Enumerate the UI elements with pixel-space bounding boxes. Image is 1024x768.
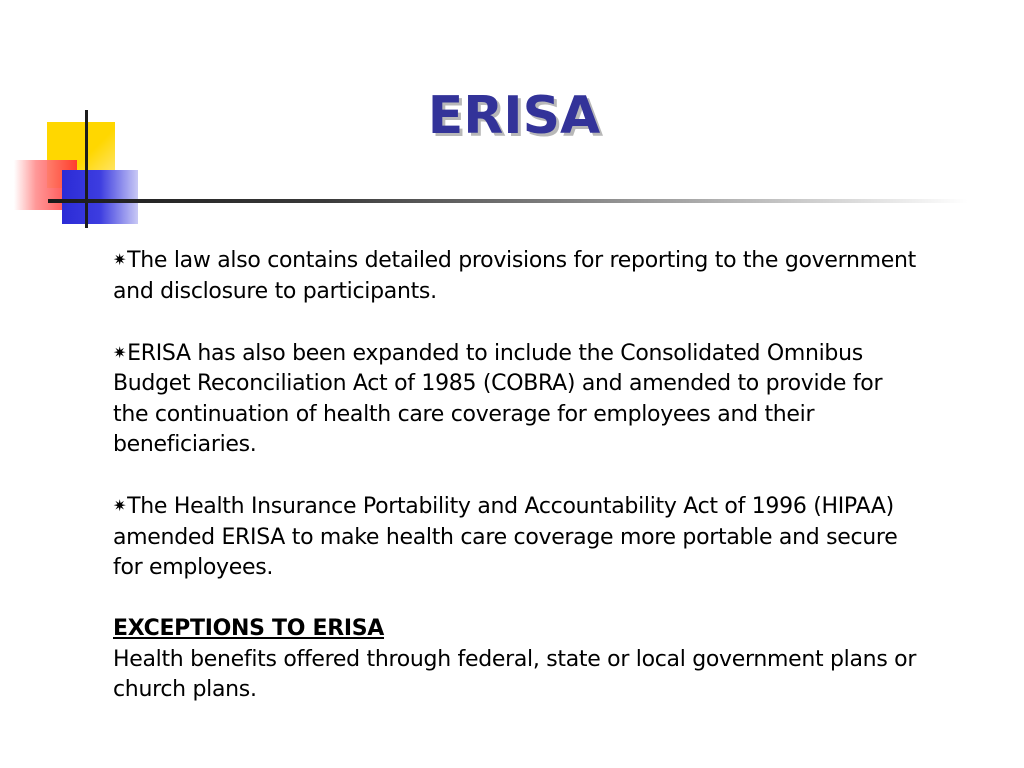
bullet-text: ERISA has also been expanded to include the Consolidated Omnibus Budget Reconciliation Act of 1985 (COBRA) and amended to provide for the continuation of health care coverage for employees and their beneficiaries. [113,340,883,457]
bullet-text: The law also contains detailed provisions for reporting to the government and disclosure to participants. [113,248,916,304]
asterisk-bullet-icon: ✷ [113,496,127,515]
section-heading: EXCEPTIONS TO ERISA [113,616,385,641]
bullet-item [113,491,923,584]
bullet-item [113,338,923,461]
section-text: Health benefits offered through federal, state or local government plans or church plans. [113,646,917,702]
title-divider-line [48,199,968,203]
bullet-item [113,245,923,307]
bullet-text: The Health Insurance Portability and Accountability Act of 1996 (HIPAA) amended ERISA to make health care coverage more portable and secure for employees. [113,494,898,580]
decor-blue-square [62,170,138,224]
slide-title: ERISA [427,86,601,146]
asterisk-bullet-icon: ✷ [113,342,127,362]
slide-body [113,245,923,706]
asterisk-bullet-icon: ✷ [113,250,127,269]
